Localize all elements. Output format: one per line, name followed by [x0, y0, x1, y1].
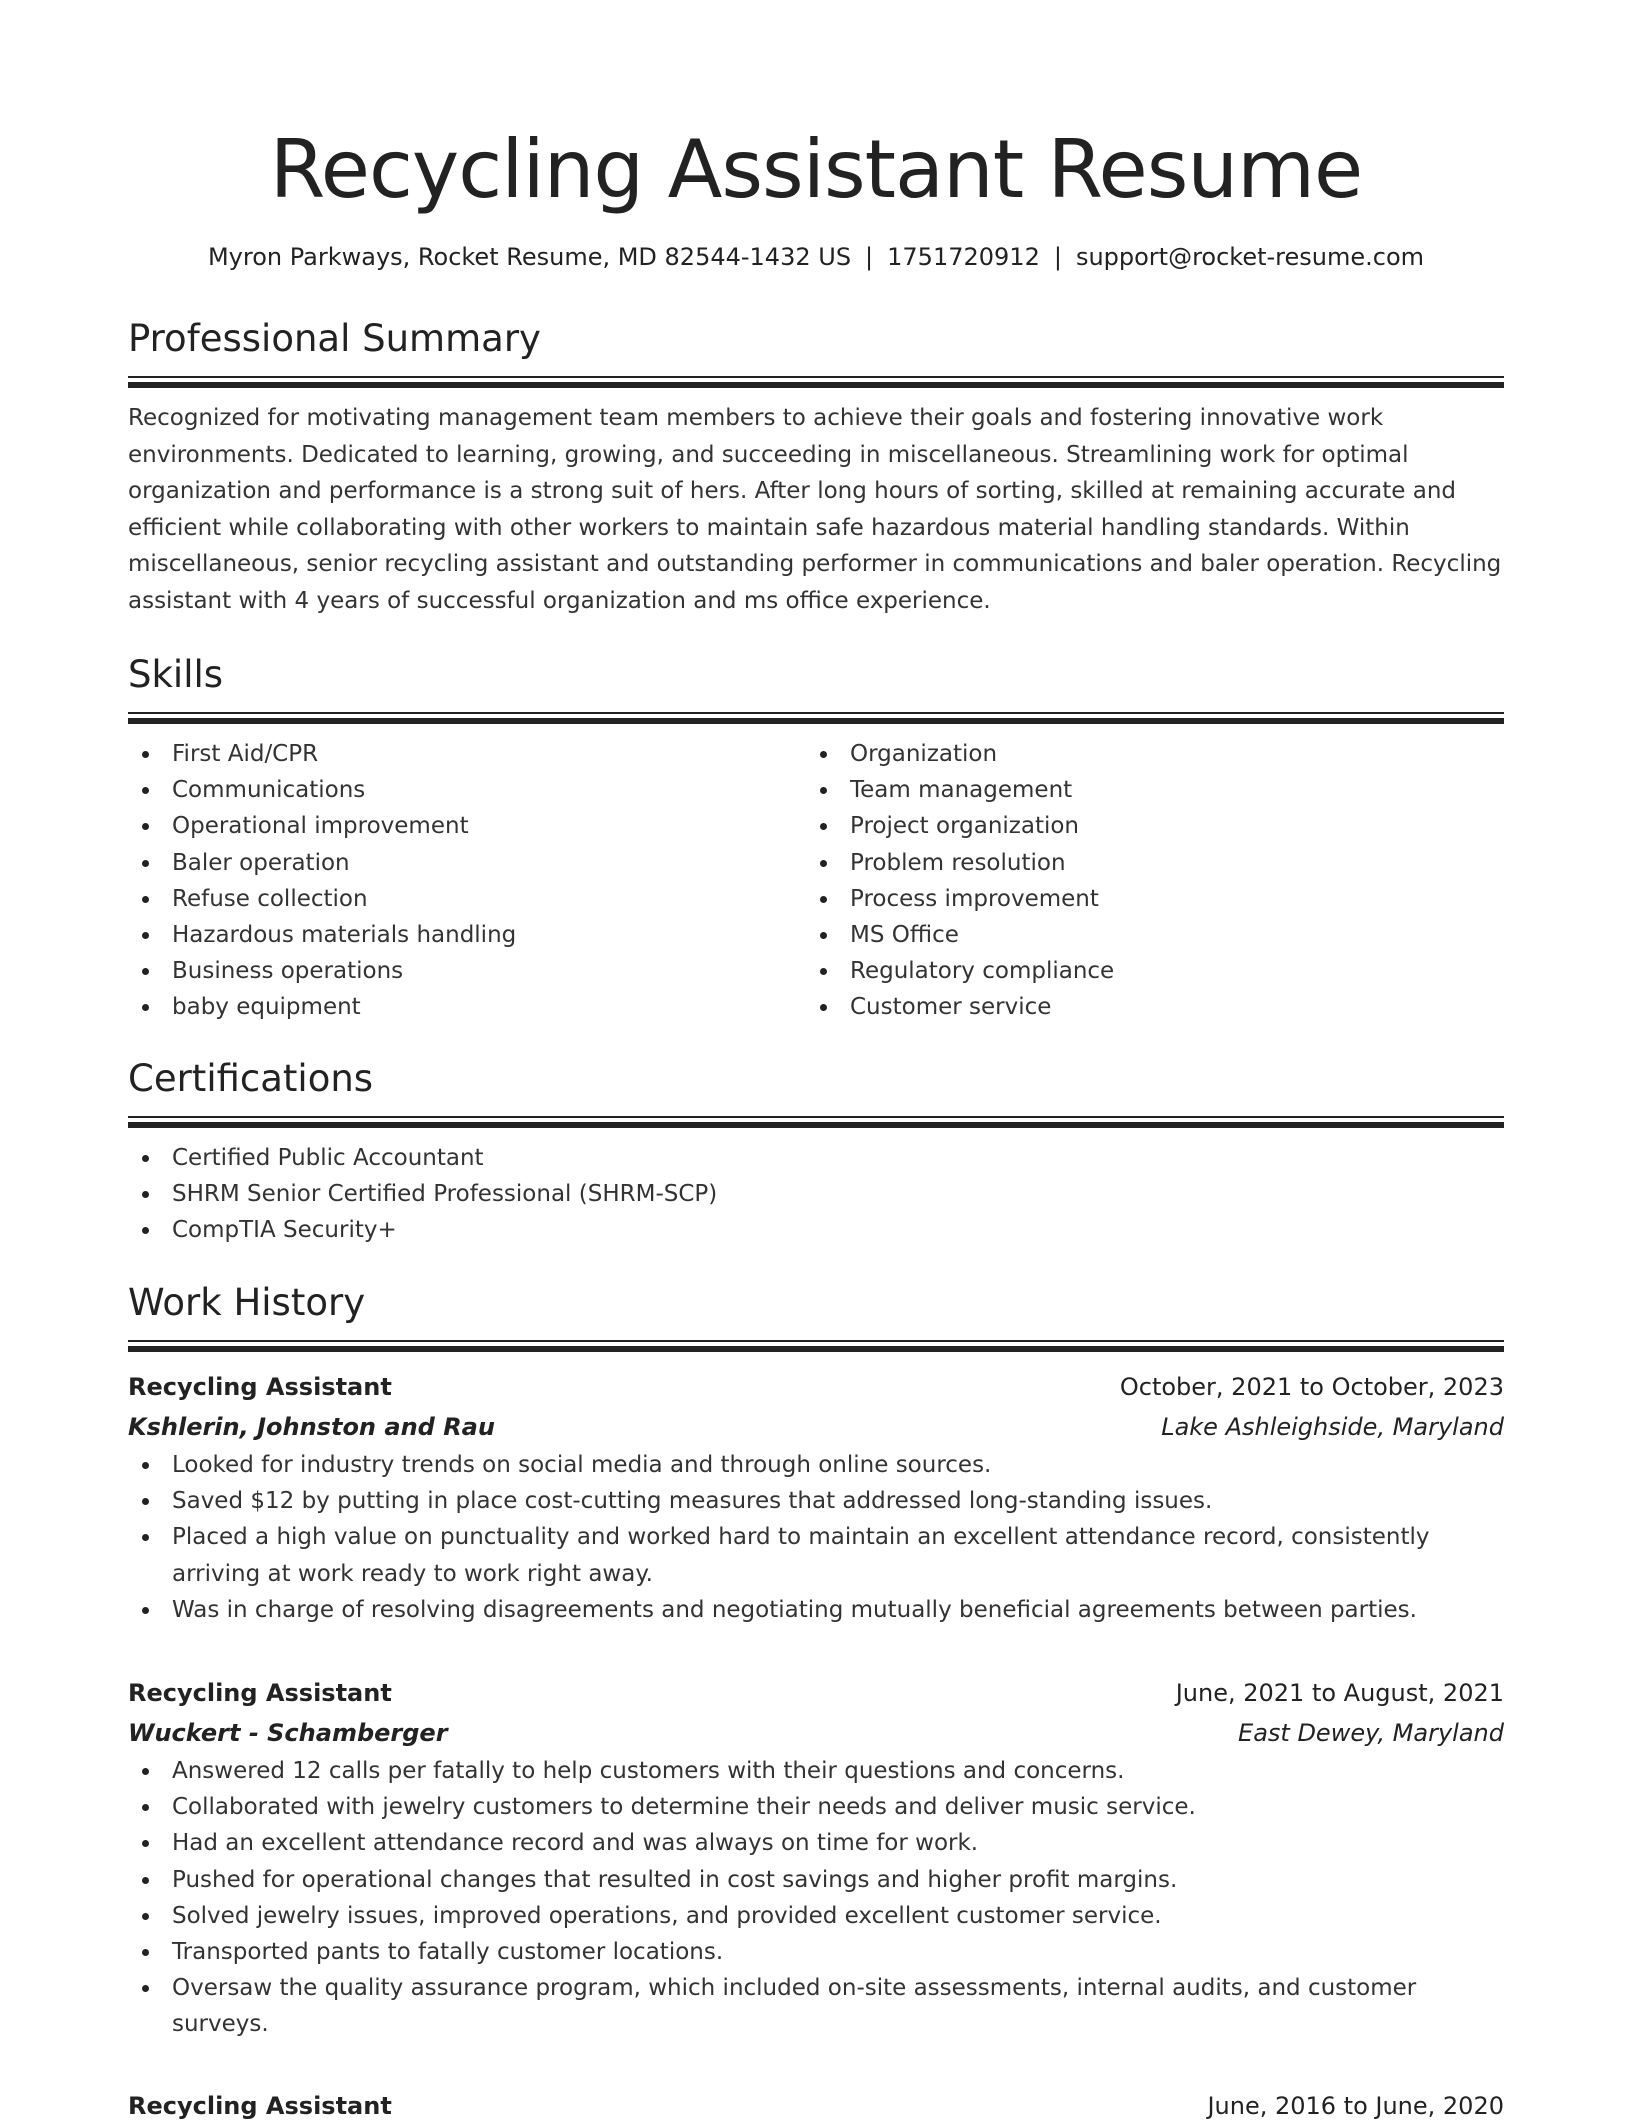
- job-title: Recycling Assistant: [128, 2092, 392, 2120]
- certification-item: CompTIA Security+: [128, 1212, 1504, 1248]
- job-bullet: Saved $12 by putting in place cost-cutting measures that addressed long-standing issues.: [128, 1483, 1504, 1519]
- contact-phone: 1751720912: [887, 243, 1040, 271]
- section-divider: [128, 376, 1504, 388]
- contact-separator: |: [865, 243, 874, 271]
- skill-item: First Aid/CPR: [128, 736, 806, 772]
- skill-item: Hazardous materials handling: [128, 917, 806, 953]
- certifications-section: [128, 1056, 1504, 1249]
- resume-page: [128, 0, 1504, 2120]
- certification-item: SHRM Senior Certified Professional (SHRM-SCP): [128, 1176, 1504, 1212]
- skill-item: Process improvement: [806, 881, 1484, 917]
- job-bullet: Placed a high value on punctuality and worked hard to maintain an excellent attendance record, consistently arriving at work ready to work right away.: [128, 1519, 1504, 1591]
- skills-list-left: [128, 736, 806, 1026]
- certification-item: Certified Public Accountant: [128, 1140, 1504, 1176]
- skill-item: Operational improvement: [128, 808, 806, 844]
- job-bullet: Answered 12 calls per fatally to help customers with their questions and concerns.: [128, 1753, 1504, 1789]
- job-entry: [128, 1673, 1504, 2043]
- job-location: Lake Ashleighside, Maryland: [1161, 1413, 1504, 1441]
- job-bullet: Looked for industry trends on social media and through online sources.: [128, 1447, 1504, 1483]
- job-bullet: Was in charge of resolving disagreements and negotiating mutually beneficial agreements between parties.: [128, 1592, 1504, 1628]
- skills-columns: [128, 736, 1504, 1026]
- job-bullet: Had an excellent attendance record and was always on time for work.: [128, 1825, 1504, 1861]
- skill-item: Organization: [806, 736, 1484, 772]
- section-divider: [128, 712, 1504, 724]
- section-divider: [128, 1116, 1504, 1128]
- resume-title: Recycling Assistant Resume: [269, 123, 1363, 216]
- job-bullet: Solved jewelry issues, improved operations, and provided excellent customer service.: [128, 1898, 1504, 1934]
- section-divider: [128, 1340, 1504, 1352]
- job-entry: [128, 2086, 1504, 2126]
- certifications-list: [128, 1140, 1504, 1249]
- skill-item: Problem resolution: [806, 845, 1484, 881]
- job-bullet-list: [128, 1447, 1504, 1628]
- job-company: Kshlerin, Johnston and Rau: [128, 1413, 495, 1441]
- skill-item: baby equipment: [128, 989, 806, 1025]
- skill-item: Team management: [806, 772, 1484, 808]
- job-bullet-list: [128, 1753, 1504, 2043]
- section-heading-skills: Skills: [128, 653, 224, 696]
- skill-item: Project organization: [806, 808, 1484, 844]
- skill-item: Communications: [128, 772, 806, 808]
- job-subheader: [128, 1407, 1504, 1447]
- skill-item: Customer service: [806, 989, 1484, 1025]
- job-bullet: Oversaw the quality assurance program, which included on-site assessments, internal audits, and customer surveys.: [128, 1970, 1504, 2042]
- skill-item: MS Office: [806, 917, 1484, 953]
- section-heading-work: Work History: [128, 1281, 366, 1324]
- summary-text: Recognized for motivating management team members to achieve their goals and fostering innovative work environments. Dedicated to learning, growing, and succeeding in miscellaneous. Streamlining work for optimal organization and performance is a strong suit of hers. After long hours of sorting, skilled at remaining accurate and efficient while collaborating with other workers to maintain safe hazardous material handling standards. Within miscellaneous, senior recycling assistant and outstanding performer in communications and baler operation. Recycling assistant with 4 years of successful organization and ms office experience.: [128, 405, 1502, 614]
- job-header: [128, 2086, 1504, 2126]
- skill-item: Business operations: [128, 953, 806, 989]
- job-bullet: Pushed for operational changes that resulted in cost savings and higher profit margins.: [128, 1862, 1504, 1898]
- job-location: East Dewey, Maryland: [1238, 1719, 1504, 1747]
- job-title: Recycling Assistant: [128, 1373, 392, 1401]
- job-header: [128, 1367, 1504, 1407]
- skill-item: Regulatory compliance: [806, 953, 1484, 989]
- job-dates: October, 2021 to October, 2023: [1119, 1373, 1504, 1401]
- job-dates: June, 2016 to June, 2020: [1207, 2092, 1504, 2120]
- job-header: [128, 1673, 1504, 1713]
- job-bullet: Transported pants to fatally customer locations.: [128, 1934, 1504, 1970]
- work-section: [128, 1280, 1504, 1352]
- contact-email: support@rocket-resume.com: [1075, 243, 1425, 271]
- skills-section: [128, 652, 1504, 1026]
- skill-item: Refuse collection: [128, 881, 806, 917]
- skill-item: Baler operation: [128, 845, 806, 881]
- job-company: Wuckert - Schamberger: [128, 1719, 448, 1747]
- skills-list-right: [806, 736, 1484, 1026]
- section-heading-summary: Professional Summary: [128, 317, 541, 360]
- job-bullet: Collaborated with jewelry customers to determine their needs and deliver music service.: [128, 1789, 1504, 1825]
- contact-line: [128, 242, 1504, 272]
- summary-section: [128, 316, 1504, 619]
- contact-separator: |: [1053, 243, 1062, 271]
- job-subheader: [128, 1713, 1504, 1753]
- job-dates: June, 2021 to August, 2021: [1175, 1679, 1504, 1707]
- section-heading-certifications: Certifications: [128, 1057, 374, 1100]
- contact-address: Myron Parkways, Rocket Resume, MD 82544-1432 US: [207, 243, 852, 271]
- job-title: Recycling Assistant: [128, 1679, 392, 1707]
- job-entry: [128, 1367, 1504, 1628]
